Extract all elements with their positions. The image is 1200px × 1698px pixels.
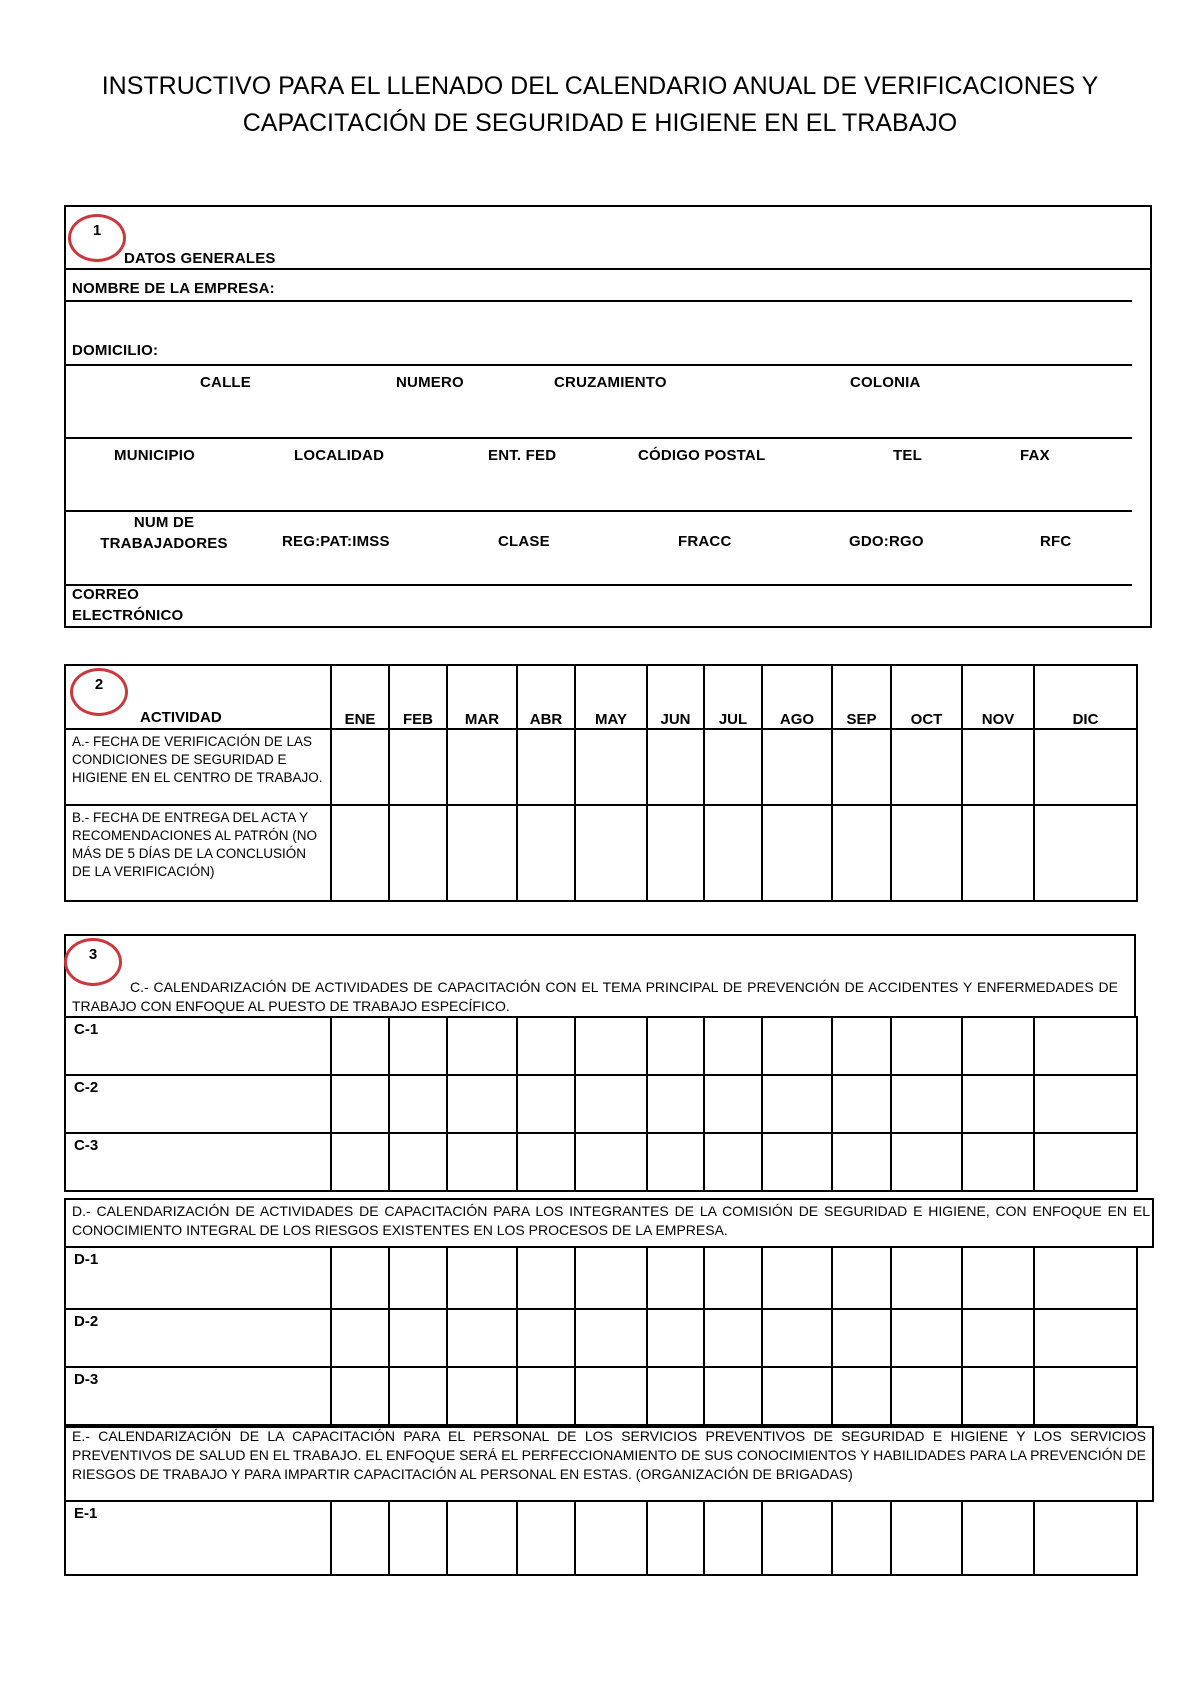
section-c-heading: C.- CALENDARIZACIÓN DE ACTIVIDADES DE CAPACITACIÓN CON EL TEMA PRINCIPAL DE PREVENCIÓN DE ACCIDENTES Y ENFERMEDADES DE TRABAJO CON ENFOQUE AL PUESTO DE TRABAJO ESPECÍFICO.: [72, 979, 1118, 1014]
row3-line[interactable]: [64, 584, 1132, 586]
month-cell[interactable]: [891, 1367, 962, 1425]
month-cell[interactable]: [891, 1075, 962, 1133]
municipality-label: MUNICIPIO: [114, 447, 195, 464]
month-cell[interactable]: [647, 1309, 704, 1367]
month-cell[interactable]: [331, 1247, 389, 1309]
month-cell[interactable]: [832, 1309, 891, 1367]
month-cell[interactable]: [517, 1309, 575, 1367]
month-cell[interactable]: [704, 1309, 762, 1367]
month-cell[interactable]: [762, 1309, 832, 1367]
month-cell[interactable]: [647, 1367, 704, 1425]
section-d-heading: D.- CALENDARIZACIÓN DE ACTIVIDADES DE CAPACITACIÓN PARA LOS INTEGRANTES DE LA COMISIÓN DE SEGURIDAD E HIGIENE, CON ENFOQUE EN EL CONOCIMIENTO INTEGRAL DE LOS RIESGOS EXISTENTES EN LOS PROCESOS DE LA EMPRESA.: [72, 1203, 1150, 1238]
month-cell[interactable]: [575, 1247, 647, 1309]
month-cell[interactable]: [704, 1017, 762, 1075]
month-cell[interactable]: [891, 729, 962, 805]
month-cell[interactable]: [447, 1133, 517, 1191]
fraction-label: FRACC: [678, 533, 732, 550]
month-cell[interactable]: [575, 1017, 647, 1075]
month-cell[interactable]: [762, 1367, 832, 1425]
class-label: CLASE: [498, 533, 550, 550]
crossing-label: CRUZAMIENTO: [554, 374, 667, 391]
month-cell[interactable]: [517, 1075, 575, 1133]
row-code: E-1: [65, 1501, 331, 1575]
month-cell[interactable]: [832, 1247, 891, 1309]
month-cell[interactable]: [389, 1367, 447, 1425]
month-cell[interactable]: [517, 805, 575, 901]
month-cell[interactable]: [647, 805, 704, 901]
month-cell[interactable]: [762, 1075, 832, 1133]
month-cell[interactable]: [1034, 1309, 1137, 1367]
month-cell[interactable]: [962, 1017, 1034, 1075]
month-cell[interactable]: [517, 1501, 575, 1575]
month-cell[interactable]: [647, 1075, 704, 1133]
row1-line[interactable]: [64, 437, 1132, 439]
month-cell[interactable]: [647, 729, 704, 805]
activity-header: ACTIVIDAD: [140, 709, 222, 726]
month-cell[interactable]: [331, 1309, 389, 1367]
month-header: ABR: [517, 665, 575, 729]
month-cell[interactable]: [1034, 1501, 1137, 1575]
month-header: MAY: [575, 665, 647, 729]
month-cell[interactable]: [1034, 729, 1137, 805]
month-header: ENE: [331, 665, 389, 729]
number-label: NUMERO: [396, 374, 464, 391]
month-cell[interactable]: [1034, 1075, 1137, 1133]
row-code: D-2: [65, 1309, 331, 1367]
divider: [64, 268, 1152, 270]
street-label: CALLE: [200, 374, 251, 391]
month-header: MAR: [447, 665, 517, 729]
month-cell[interactable]: [575, 805, 647, 901]
month-cell[interactable]: [575, 1075, 647, 1133]
page-title: INSTRUCTIVO PARA EL LLENADO DEL CALENDARIO ANUAL DE VERIFICACIONES Y CAPACITACIÓN DE SEGURIDAD E HIGIENE EN EL TRABAJO: [101, 72, 1099, 137]
month-cell[interactable]: [832, 1367, 891, 1425]
month-cell[interactable]: [1034, 1133, 1137, 1191]
risk-degree-label: GDO:RGO: [849, 533, 924, 550]
month-cell[interactable]: [832, 1501, 891, 1575]
month-cell[interactable]: [962, 729, 1034, 805]
month-cell[interactable]: [331, 1367, 389, 1425]
company-name-label: NOMBRE DE LA EMPRESA:: [72, 280, 275, 297]
month-cell[interactable]: [891, 1133, 962, 1191]
verification-calendar-table: [64, 664, 1138, 902]
month-cell[interactable]: [704, 1501, 762, 1575]
month-cell[interactable]: [647, 1501, 704, 1575]
month-cell[interactable]: [832, 1075, 891, 1133]
month-header: DIC: [1034, 665, 1137, 729]
activity-b-label: B.- FECHA DE ENTREGA DEL ACTA Y RECOMENDACIONES AL PATRÓN (NO MÁS DE 5 DÍAS DE LA CONCLUSIÓN DE LA VERIFICACIÓN): [65, 805, 331, 901]
workers-count-label: NUM DE TRABAJADORES: [100, 514, 228, 552]
month-cell[interactable]: [575, 729, 647, 805]
month-cell[interactable]: [447, 1075, 517, 1133]
month-cell[interactable]: [331, 1075, 389, 1133]
month-header: SEP: [832, 665, 891, 729]
month-cell[interactable]: [832, 729, 891, 805]
locality-label: LOCALIDAD: [294, 447, 385, 464]
month-cell[interactable]: [891, 1309, 962, 1367]
month-cell[interactable]: [962, 805, 1034, 901]
activity-a-label: A.- FECHA DE VERIFICACIÓN DE LAS CONDICIONES DE SEGURIDAD E HIGIENE EN EL CENTRO DE TRABAJO.: [65, 729, 331, 805]
month-cell[interactable]: [389, 1017, 447, 1075]
month-header: AGO: [762, 665, 832, 729]
row-code: C-1: [65, 1017, 331, 1075]
month-cell[interactable]: [962, 1075, 1034, 1133]
month-cell[interactable]: [575, 1133, 647, 1191]
imss-registry-label: REG:PAT:IMSS: [282, 533, 390, 550]
month-cell[interactable]: [389, 1309, 447, 1367]
month-cell[interactable]: [1034, 1367, 1137, 1425]
month-cell[interactable]: [704, 805, 762, 901]
month-header: FEB: [389, 665, 447, 729]
month-cell[interactable]: [704, 729, 762, 805]
month-cell[interactable]: [517, 1367, 575, 1425]
row-code: C-3: [65, 1133, 331, 1191]
month-cell[interactable]: [762, 1501, 832, 1575]
section-e-table: [64, 1500, 1138, 1576]
month-cell[interactable]: [389, 805, 447, 901]
month-cell[interactable]: [962, 1309, 1034, 1367]
month-cell[interactable]: [891, 1017, 962, 1075]
month-cell[interactable]: [331, 1133, 389, 1191]
month-cell[interactable]: [447, 1501, 517, 1575]
month-cell[interactable]: [762, 1133, 832, 1191]
month-cell[interactable]: [575, 1367, 647, 1425]
month-cell[interactable]: [891, 1247, 962, 1309]
marker-circle-2: 2: [70, 668, 128, 716]
row-code: C-2: [65, 1075, 331, 1133]
postal-code-label: CÓDIGO POSTAL: [638, 447, 766, 464]
month-cell[interactable]: [389, 1133, 447, 1191]
month-cell[interactable]: [704, 1367, 762, 1425]
month-cell[interactable]: [331, 1501, 389, 1575]
month-cell[interactable]: [962, 1133, 1034, 1191]
month-cell[interactable]: [962, 1367, 1034, 1425]
month-cell[interactable]: [647, 1133, 704, 1191]
month-cell[interactable]: [331, 1017, 389, 1075]
month-cell[interactable]: [447, 1017, 517, 1075]
section-e-heading: E.- CALENDARIZACIÓN DE LA CAPACITACIÓN PARA EL PERSONAL DE LOS SERVICIOS PREVENTIVOS DE SEGURIDAD E HIGIENE Y LOS SERVICIOS PREVENTIVOS DE SALUD EN EL TRABAJO. EL ENFOQUE SERÁ EL PERFECCIONAMIENTO DE SUS CONOCIMIENTOS Y HABILIDADES PARA LA PREVENCIÓN DE RIESGOS DE TRABAJO Y PARA IMPARTIR CAPACITACIÓN AL PERSONAL EN ESTAS. (ORGANIZACIÓN DE BRIGADAS): [72, 1428, 1146, 1482]
phone-label: TEL: [893, 447, 922, 464]
month-cell[interactable]: [517, 1133, 575, 1191]
general-data-heading: DATOS GENERALES: [124, 250, 276, 267]
month-cell[interactable]: [1034, 1017, 1137, 1075]
month-cell[interactable]: [517, 1247, 575, 1309]
address-label: DOMICILIO:: [72, 342, 159, 359]
month-cell[interactable]: [575, 1309, 647, 1367]
month-cell[interactable]: [447, 1309, 517, 1367]
month-cell[interactable]: [447, 805, 517, 901]
month-cell[interactable]: [832, 1133, 891, 1191]
month-cell[interactable]: [762, 729, 832, 805]
month-header: JUN: [647, 665, 704, 729]
month-cell[interactable]: [762, 805, 832, 901]
marker-circle-3: 3: [64, 938, 122, 986]
month-cell[interactable]: [389, 1501, 447, 1575]
company-name-line[interactable]: [64, 300, 1132, 302]
email-label: CORREO ELECTRÓNICO: [72, 586, 184, 624]
row-code: D-1: [65, 1247, 331, 1309]
month-cell[interactable]: [575, 1501, 647, 1575]
section-d-table: [64, 1246, 1138, 1426]
neighborhood-label: COLONIA: [850, 374, 921, 391]
month-cell[interactable]: [447, 729, 517, 805]
month-cell[interactable]: [447, 1247, 517, 1309]
month-cell[interactable]: [832, 805, 891, 901]
fax-label: FAX: [1020, 447, 1050, 464]
month-cell[interactable]: [389, 1247, 447, 1309]
month-cell[interactable]: [704, 1247, 762, 1309]
month-cell[interactable]: [1034, 805, 1137, 901]
address-line[interactable]: [64, 364, 1132, 366]
month-cell[interactable]: [517, 729, 575, 805]
month-cell[interactable]: [962, 1247, 1034, 1309]
marker-circle-1: 1: [68, 214, 126, 262]
month-cell[interactable]: [762, 1017, 832, 1075]
month-cell[interactable]: [517, 1017, 575, 1075]
month-cell[interactable]: [832, 1017, 891, 1075]
month-header: JUL: [704, 665, 762, 729]
month-cell[interactable]: [647, 1247, 704, 1309]
month-cell[interactable]: [762, 1247, 832, 1309]
month-header: NOV: [962, 665, 1034, 729]
rfc-label: RFC: [1040, 533, 1072, 550]
month-cell[interactable]: [891, 805, 962, 901]
month-cell[interactable]: [704, 1133, 762, 1191]
month-cell[interactable]: [647, 1017, 704, 1075]
month-cell[interactable]: [891, 1501, 962, 1575]
state-label: ENT. FED: [488, 447, 557, 464]
month-cell[interactable]: [1034, 1247, 1137, 1309]
month-cell[interactable]: [331, 729, 389, 805]
row-code: D-3: [65, 1367, 331, 1425]
month-cell[interactable]: [962, 1501, 1034, 1575]
month-cell[interactable]: [331, 805, 389, 901]
month-cell[interactable]: [389, 729, 447, 805]
month-cell[interactable]: [389, 1075, 447, 1133]
month-header: OCT: [891, 665, 962, 729]
section-c-table: [64, 1016, 1138, 1192]
month-cell[interactable]: [704, 1075, 762, 1133]
month-cell[interactable]: [447, 1367, 517, 1425]
